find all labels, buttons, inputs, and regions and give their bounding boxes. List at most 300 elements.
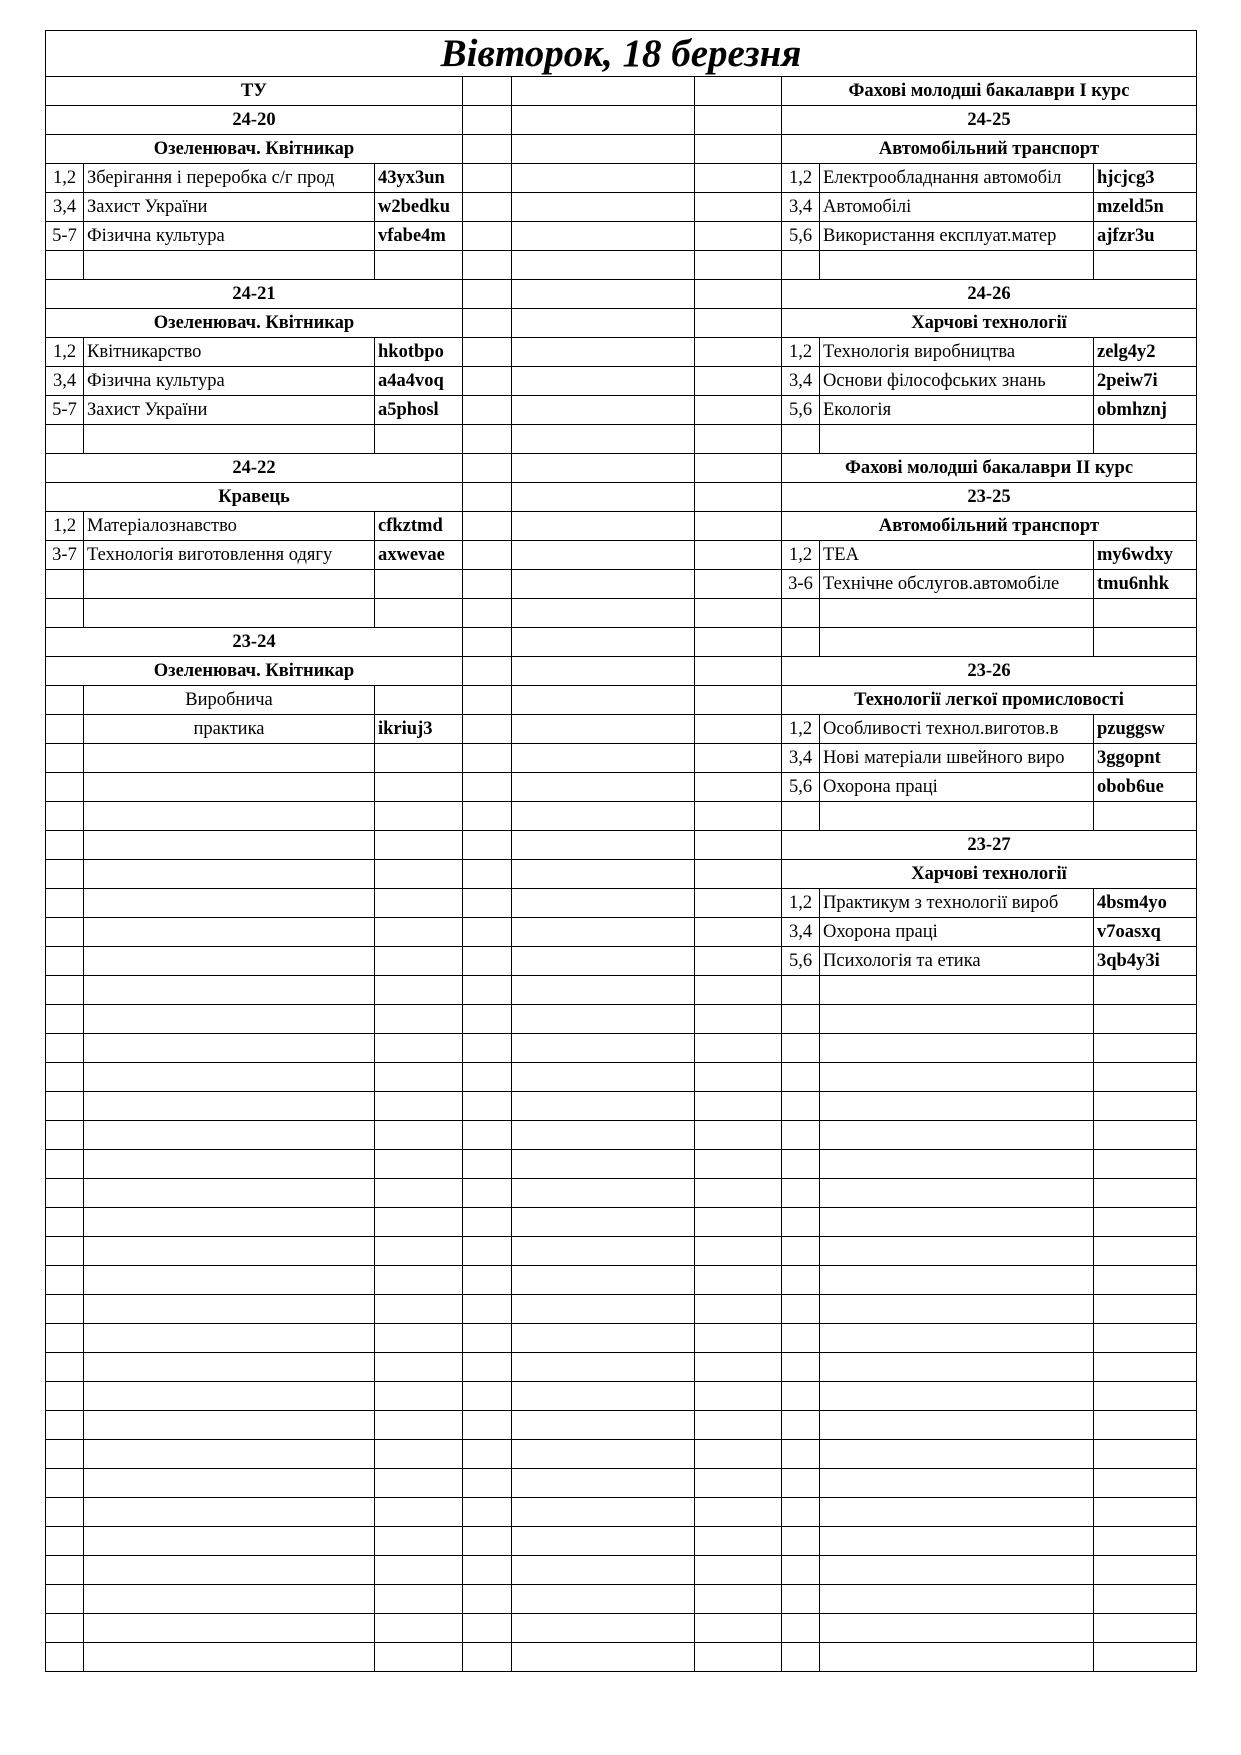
table-row <box>46 251 1197 280</box>
lesson-number: 5-7 <box>46 396 84 425</box>
middle-cell <box>463 1643 512 1672</box>
middle-cell <box>463 947 512 976</box>
empty-cell <box>375 947 463 976</box>
empty-cell <box>820 1382 1094 1411</box>
lesson-number: 5,6 <box>782 773 820 802</box>
schedule-table <box>45 30 1197 1672</box>
middle-cell <box>695 280 782 309</box>
empty-cell <box>782 1527 820 1556</box>
middle-cell <box>512 1150 695 1179</box>
middle-cell <box>463 1266 512 1295</box>
middle-cell <box>512 338 695 367</box>
middle-cell <box>695 1063 782 1092</box>
empty-cell <box>375 1353 463 1382</box>
empty-cell <box>84 976 375 1005</box>
middle-cell <box>695 773 782 802</box>
empty-cell <box>782 1469 820 1498</box>
middle-cell <box>463 309 512 338</box>
table-row <box>46 889 1197 918</box>
table-row <box>46 454 1197 483</box>
empty-cell <box>782 802 820 831</box>
subject-name: Охорона праці <box>820 773 1094 802</box>
empty-cell <box>375 1063 463 1092</box>
middle-cell <box>463 1208 512 1237</box>
group-number: 24-25 <box>782 106 1197 135</box>
lesson-number: 3,4 <box>46 367 84 396</box>
subject-name: Екологія <box>820 396 1094 425</box>
empty-cell <box>1094 1614 1197 1643</box>
empty-cell <box>782 1498 820 1527</box>
middle-cell <box>512 715 695 744</box>
subject-name: Захист України <box>84 193 375 222</box>
table-row <box>46 918 1197 947</box>
empty-cell <box>375 976 463 1005</box>
empty-cell <box>46 1643 84 1672</box>
empty-cell <box>46 425 84 454</box>
empty-cell <box>46 1614 84 1643</box>
table-row <box>46 1237 1197 1266</box>
empty-cell <box>1094 1469 1197 1498</box>
middle-cell <box>512 1208 695 1237</box>
empty-cell <box>84 1353 375 1382</box>
empty-cell <box>820 976 1094 1005</box>
meeting-code: obmhznj <box>1094 396 1197 425</box>
empty-cell <box>84 773 375 802</box>
middle-cell <box>463 657 512 686</box>
table-row <box>46 599 1197 628</box>
empty-cell <box>782 425 820 454</box>
middle-cell <box>695 831 782 860</box>
middle-cell <box>695 657 782 686</box>
middle-cell <box>512 1237 695 1266</box>
middle-cell <box>512 802 695 831</box>
empty-cell <box>84 1527 375 1556</box>
empty-cell <box>1094 1585 1197 1614</box>
empty-cell <box>782 976 820 1005</box>
group-number: 23-27 <box>782 831 1197 860</box>
empty-cell <box>1094 1527 1197 1556</box>
middle-cell <box>463 976 512 1005</box>
empty-cell <box>46 1498 84 1527</box>
middle-cell <box>512 1353 695 1382</box>
middle-cell <box>512 1643 695 1672</box>
middle-cell <box>463 1063 512 1092</box>
meeting-code: 43yx3un <box>375 164 463 193</box>
table-row <box>46 338 1197 367</box>
table-row <box>46 396 1197 425</box>
meeting-code: zelg4y2 <box>1094 338 1197 367</box>
middle-cell <box>695 77 782 106</box>
middle-cell <box>463 396 512 425</box>
empty-cell <box>820 1556 1094 1585</box>
middle-cell <box>463 1237 512 1266</box>
middle-cell <box>695 1643 782 1672</box>
middle-cell <box>512 1527 695 1556</box>
meeting-code: obob6ue <box>1094 773 1197 802</box>
empty-cell <box>84 1179 375 1208</box>
middle-cell <box>463 802 512 831</box>
table-row <box>46 1034 1197 1063</box>
meeting-code: vfabe4m <box>375 222 463 251</box>
lesson-number: 3,4 <box>782 367 820 396</box>
middle-cell <box>463 831 512 860</box>
lesson-number: 1,2 <box>782 889 820 918</box>
empty-cell <box>782 1295 820 1324</box>
middle-cell <box>463 860 512 889</box>
middle-cell <box>512 222 695 251</box>
middle-cell <box>695 309 782 338</box>
lesson-number: 5-7 <box>46 222 84 251</box>
empty-cell <box>84 1498 375 1527</box>
middle-cell <box>463 1614 512 1643</box>
empty-cell <box>46 1527 84 1556</box>
table-row <box>46 802 1197 831</box>
lesson-number: 1,2 <box>46 338 84 367</box>
empty-cell <box>46 1121 84 1150</box>
empty-cell <box>46 599 84 628</box>
empty-cell <box>375 1527 463 1556</box>
meeting-code: cfkztmd <box>375 512 463 541</box>
subject-name: Квітникарство <box>84 338 375 367</box>
middle-cell <box>695 1440 782 1469</box>
middle-cell <box>695 1121 782 1150</box>
empty-cell <box>820 1121 1094 1150</box>
empty-cell <box>782 1614 820 1643</box>
lesson-number: 1,2 <box>46 512 84 541</box>
table-row <box>46 1208 1197 1237</box>
empty-cell <box>782 1353 820 1382</box>
table-row <box>46 1353 1197 1382</box>
middle-cell <box>463 425 512 454</box>
empty-cell <box>1094 1121 1197 1150</box>
empty-cell <box>84 1295 375 1324</box>
middle-cell <box>695 135 782 164</box>
empty-cell <box>46 570 84 599</box>
middle-cell <box>463 222 512 251</box>
empty-cell <box>46 1469 84 1498</box>
middle-cell <box>512 280 695 309</box>
empty-cell <box>84 1411 375 1440</box>
empty-cell <box>820 628 1094 657</box>
empty-cell <box>375 860 463 889</box>
empty-cell <box>1094 628 1197 657</box>
middle-cell <box>695 1266 782 1295</box>
middle-cell <box>512 425 695 454</box>
empty-cell <box>375 570 463 599</box>
middle-cell <box>463 1440 512 1469</box>
middle-cell <box>512 1092 695 1121</box>
middle-cell <box>695 1585 782 1614</box>
table-row <box>46 976 1197 1005</box>
meeting-code: 4bsm4yo <box>1094 889 1197 918</box>
middle-cell <box>512 1005 695 1034</box>
empty-cell <box>375 1092 463 1121</box>
empty-cell <box>46 686 84 715</box>
meeting-code: 3qb4y3i <box>1094 947 1197 976</box>
empty-cell <box>84 744 375 773</box>
empty-cell <box>820 251 1094 280</box>
empty-cell <box>46 773 84 802</box>
empty-cell <box>84 1556 375 1585</box>
empty-cell <box>820 1063 1094 1092</box>
middle-cell <box>695 1237 782 1266</box>
meeting-code: mzeld5n <box>1094 193 1197 222</box>
middle-cell <box>695 222 782 251</box>
middle-cell <box>695 1469 782 1498</box>
group-number: 24-20 <box>46 106 463 135</box>
empty-cell <box>46 1353 84 1382</box>
middle-cell <box>512 1266 695 1295</box>
group-specialty: Автомобільний транспорт <box>782 512 1197 541</box>
middle-cell <box>695 338 782 367</box>
middle-cell <box>463 251 512 280</box>
empty-cell <box>84 1266 375 1295</box>
empty-cell <box>782 1005 820 1034</box>
empty-cell <box>84 1063 375 1092</box>
empty-cell <box>782 1324 820 1353</box>
middle-cell <box>463 164 512 193</box>
table-row <box>46 744 1197 773</box>
empty-cell <box>84 1237 375 1266</box>
table-row <box>46 1092 1197 1121</box>
practice-label: практика <box>84 715 375 744</box>
empty-cell <box>1094 1440 1197 1469</box>
empty-cell <box>46 1295 84 1324</box>
empty-cell <box>1094 1643 1197 1672</box>
empty-cell <box>1094 1353 1197 1382</box>
middle-cell <box>463 1150 512 1179</box>
group-specialty: Озеленювач. Квітникар <box>46 135 463 164</box>
empty-cell <box>1094 1382 1197 1411</box>
middle-cell <box>463 1411 512 1440</box>
empty-cell <box>46 1237 84 1266</box>
middle-cell <box>695 599 782 628</box>
empty-cell <box>46 1150 84 1179</box>
table-row <box>46 1527 1197 1556</box>
empty-cell <box>782 1556 820 1585</box>
lesson-number: 3-6 <box>782 570 820 599</box>
empty-cell <box>820 1527 1094 1556</box>
empty-cell <box>375 1556 463 1585</box>
middle-cell <box>512 454 695 483</box>
empty-cell <box>820 802 1094 831</box>
empty-cell <box>1094 1208 1197 1237</box>
empty-cell <box>782 1266 820 1295</box>
empty-cell <box>820 425 1094 454</box>
empty-cell <box>375 1179 463 1208</box>
middle-cell <box>463 135 512 164</box>
middle-cell <box>695 1295 782 1324</box>
empty-cell <box>375 1237 463 1266</box>
empty-cell <box>84 425 375 454</box>
middle-cell <box>463 1498 512 1527</box>
middle-cell <box>695 1556 782 1585</box>
subject-name: Технологія виробництва <box>820 338 1094 367</box>
middle-cell <box>463 193 512 222</box>
middle-cell <box>695 744 782 773</box>
table-row <box>46 686 1197 715</box>
table-row <box>46 193 1197 222</box>
middle-cell <box>695 193 782 222</box>
table-row <box>46 773 1197 802</box>
middle-cell <box>695 1498 782 1527</box>
lesson-number: 1,2 <box>46 164 84 193</box>
empty-cell <box>782 1063 820 1092</box>
empty-cell <box>375 918 463 947</box>
empty-cell <box>782 1237 820 1266</box>
group-number: 23-25 <box>782 483 1197 512</box>
meeting-code: w2bedku <box>375 193 463 222</box>
empty-cell <box>375 425 463 454</box>
course-header: Фахові молодші бакалаври II курс <box>782 454 1197 483</box>
empty-cell <box>84 251 375 280</box>
empty-cell <box>820 1266 1094 1295</box>
subject-name: Зберігання і переробка с/г прод <box>84 164 375 193</box>
empty-cell <box>84 918 375 947</box>
empty-cell <box>375 251 463 280</box>
empty-cell <box>375 1382 463 1411</box>
empty-cell <box>782 1643 820 1672</box>
table-row <box>46 541 1197 570</box>
middle-cell <box>695 512 782 541</box>
middle-cell <box>512 628 695 657</box>
lesson-number: 3,4 <box>782 193 820 222</box>
lesson-number: 1,2 <box>782 541 820 570</box>
empty-cell <box>46 1063 84 1092</box>
table-row <box>46 1382 1197 1411</box>
empty-cell <box>46 831 84 860</box>
middle-cell <box>695 1324 782 1353</box>
middle-cell <box>512 657 695 686</box>
lesson-number: 3-7 <box>46 541 84 570</box>
middle-cell <box>512 483 695 512</box>
group-specialty: Озеленювач. Квітникар <box>46 309 463 338</box>
middle-cell <box>695 164 782 193</box>
meeting-code: a5phosl <box>375 396 463 425</box>
empty-cell <box>46 860 84 889</box>
empty-cell <box>375 1614 463 1643</box>
meeting-code: 2peiw7i <box>1094 367 1197 396</box>
empty-cell <box>1094 251 1197 280</box>
middle-cell <box>695 1179 782 1208</box>
empty-cell <box>1094 1005 1197 1034</box>
empty-cell <box>84 1469 375 1498</box>
table-row <box>46 1324 1197 1353</box>
middle-cell <box>463 106 512 135</box>
table-row <box>46 512 1197 541</box>
middle-cell <box>695 483 782 512</box>
meeting-code: 3ggopnt <box>1094 744 1197 773</box>
group-number: 23-26 <box>782 657 1197 686</box>
lesson-number: 3,4 <box>782 918 820 947</box>
meeting-code: ajfzr3u <box>1094 222 1197 251</box>
empty-cell <box>375 686 463 715</box>
empty-cell <box>84 1208 375 1237</box>
subject-name: Основи філософських знань <box>820 367 1094 396</box>
middle-cell <box>695 976 782 1005</box>
empty-cell <box>782 1179 820 1208</box>
table-row <box>46 1295 1197 1324</box>
middle-cell <box>463 338 512 367</box>
empty-cell <box>46 918 84 947</box>
middle-cell <box>463 918 512 947</box>
table-row <box>46 164 1197 193</box>
middle-cell <box>463 1527 512 1556</box>
table-row <box>46 1643 1197 1672</box>
empty-cell <box>820 1324 1094 1353</box>
empty-cell <box>46 744 84 773</box>
empty-cell <box>820 1469 1094 1498</box>
table-row <box>46 1121 1197 1150</box>
empty-cell <box>782 1208 820 1237</box>
middle-cell <box>512 889 695 918</box>
empty-cell <box>375 1469 463 1498</box>
table-row <box>46 831 1197 860</box>
empty-cell <box>820 1353 1094 1382</box>
group-specialty: Озеленювач. Квітникар <box>46 657 463 686</box>
empty-cell <box>820 1179 1094 1208</box>
empty-cell <box>84 1092 375 1121</box>
empty-cell <box>46 1092 84 1121</box>
table-row <box>46 309 1197 338</box>
subject-name: Електрообладнання автомобіл <box>820 164 1094 193</box>
subject-name: Особливості технол.виготов.в <box>820 715 1094 744</box>
empty-cell <box>820 1585 1094 1614</box>
middle-cell <box>512 1411 695 1440</box>
empty-cell <box>782 1585 820 1614</box>
empty-cell <box>375 831 463 860</box>
middle-cell <box>695 715 782 744</box>
empty-cell <box>820 599 1094 628</box>
subject-name: Фізична культура <box>84 222 375 251</box>
group-specialty: Кравець <box>46 483 463 512</box>
middle-cell <box>695 425 782 454</box>
empty-cell <box>1094 1266 1197 1295</box>
empty-cell <box>1094 1498 1197 1527</box>
middle-cell <box>512 309 695 338</box>
table-row <box>46 947 1197 976</box>
empty-cell <box>375 1411 463 1440</box>
empty-cell <box>1094 1295 1197 1324</box>
table-row <box>46 483 1197 512</box>
meeting-code: ikriuj3 <box>375 715 463 744</box>
middle-cell <box>463 744 512 773</box>
middle-cell <box>512 367 695 396</box>
middle-cell <box>512 860 695 889</box>
table-row <box>46 1498 1197 1527</box>
middle-cell <box>695 1353 782 1382</box>
empty-cell <box>84 1034 375 1063</box>
empty-cell <box>820 1237 1094 1266</box>
meeting-code: a4a4voq <box>375 367 463 396</box>
middle-cell <box>512 77 695 106</box>
middle-cell <box>512 1121 695 1150</box>
empty-cell <box>1094 425 1197 454</box>
middle-cell <box>463 454 512 483</box>
empty-cell <box>84 570 375 599</box>
empty-cell <box>84 1382 375 1411</box>
middle-cell <box>463 1034 512 1063</box>
middle-cell <box>463 715 512 744</box>
table-row <box>46 1179 1197 1208</box>
table-row <box>46 77 1197 106</box>
middle-cell <box>695 628 782 657</box>
middle-cell <box>512 193 695 222</box>
group-number: 24-21 <box>46 280 463 309</box>
middle-cell <box>463 599 512 628</box>
meeting-code: hjcjcg3 <box>1094 164 1197 193</box>
middle-cell <box>695 1614 782 1643</box>
